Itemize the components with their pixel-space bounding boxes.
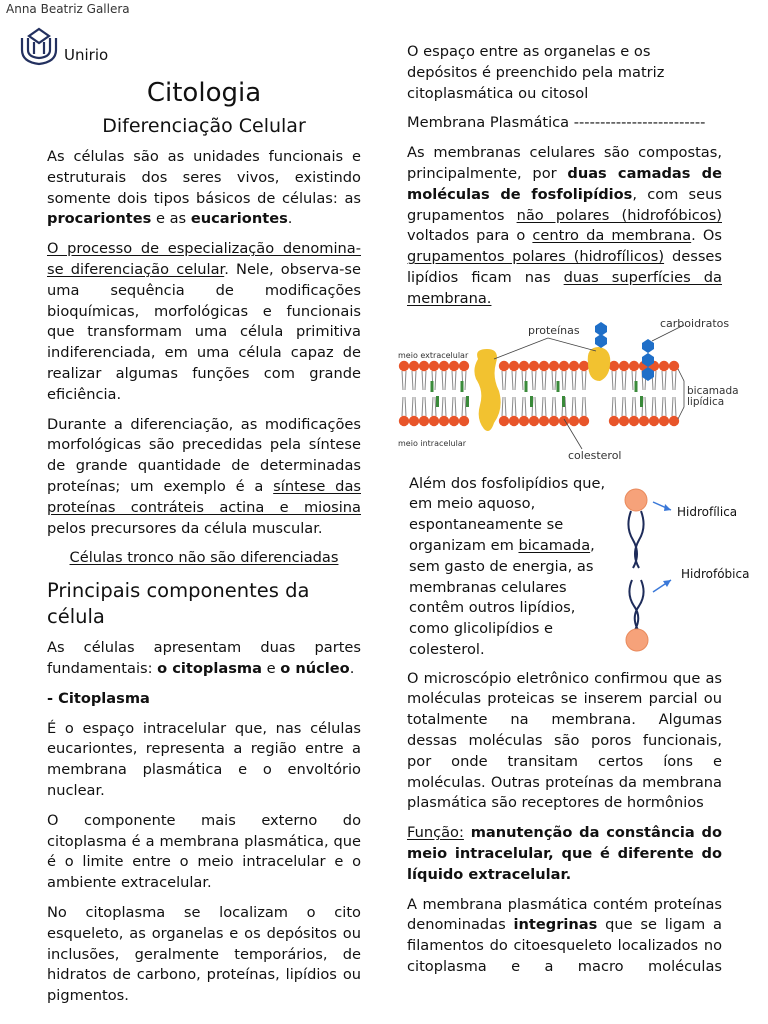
page-subtitle: Diferenciação Celular	[102, 115, 306, 137]
lipid-tail	[625, 371, 626, 390]
lipid-tail	[675, 371, 676, 390]
arrowhead-hidrofobica	[663, 580, 671, 587]
lipid-tail	[555, 371, 556, 390]
lipid-tail	[615, 397, 616, 416]
lipid-tail	[455, 397, 456, 416]
label-colesterol: colesterol	[568, 448, 622, 462]
lipid-tail	[655, 397, 656, 416]
lipid-tail	[425, 397, 426, 416]
cholesterol-mark	[466, 396, 469, 407]
lipid-tail	[535, 371, 536, 390]
lipid-tail	[412, 397, 413, 416]
lipid-tail	[565, 371, 566, 390]
phospholipid-head	[659, 360, 669, 370]
label-hidrofilica: Hidrofílica	[677, 504, 738, 519]
lipid-tail	[635, 397, 636, 416]
lipid-tail	[505, 397, 506, 416]
phospholipid-head	[429, 360, 439, 370]
hydrophilic-head	[625, 489, 647, 511]
lipid-tail	[465, 397, 466, 416]
lipid-tail	[405, 371, 406, 390]
label-carboidratos: carboidratos	[660, 316, 730, 330]
heading-membrana: Membrana Plasmática -------------------------	[407, 114, 706, 132]
lipid-tail	[552, 371, 553, 390]
phospholipid-head	[549, 360, 559, 370]
author-name: Anna Beatriz Gallera	[6, 2, 130, 16]
lipid-tail	[585, 397, 586, 416]
lipid-tail	[565, 397, 566, 416]
paragraph-intracellular: É o espaço intracelular que, nas células eucariontes, representa a região entre a membrana plasmática e o envoltório nuclear.	[47, 719, 361, 799]
lipid-tail	[442, 397, 443, 416]
cholesterol-mark	[461, 381, 464, 392]
lipid-tail	[522, 397, 523, 416]
lipid-tail	[515, 371, 516, 390]
lipid-tail	[632, 371, 633, 390]
lipid-tail	[655, 371, 656, 390]
lipid-tail	[545, 371, 546, 390]
lipid-tail	[612, 371, 613, 390]
lipid-tail	[622, 397, 623, 416]
phospholipid-head	[539, 415, 549, 425]
paragraph-cytoskeleton: No citoplasma se localizam o cito esqueleto, as organelas e os depósitos ou inclusões, geralmente temporários, de hidratos de carbono, proteínas, lipídios ou pigmentos.	[47, 903, 361, 1005]
lipid-tail	[572, 371, 573, 390]
unirio-logo	[19, 26, 59, 66]
stem-cell-note: Células tronco não são diferenciadas	[69, 549, 339, 567]
lipid-tail	[615, 371, 616, 390]
section-heading-components: Principais componentes da célula	[47, 579, 310, 629]
phospholipid-head	[609, 415, 619, 425]
lipid-tail	[522, 371, 523, 390]
phospholipid-head	[579, 415, 589, 425]
lipid-tail	[645, 397, 646, 416]
lipid-tail	[422, 371, 423, 390]
phospholipid-head	[579, 360, 589, 370]
label-meio-intracelular: meio intracelular	[398, 438, 467, 448]
phospholipid-head	[669, 360, 679, 370]
lipid-tail	[422, 397, 423, 416]
lipid-tail	[625, 397, 626, 416]
label-bicamada: bicamada lipídica	[687, 384, 739, 408]
right-column	[398, 42, 750, 987]
hydrophilic-head-bottom	[626, 629, 648, 651]
lipid-tail	[452, 371, 453, 390]
bilayer-bracket	[678, 369, 684, 419]
lipid-tail	[665, 371, 666, 390]
lipid-tail	[402, 371, 403, 390]
label-proteinas: proteínas	[528, 323, 580, 337]
cholesterol-mark	[436, 396, 439, 407]
phospholipid-head	[669, 415, 679, 425]
lipid-tail	[455, 371, 456, 390]
phospholipid-head	[659, 415, 669, 425]
lipid-tail	[662, 397, 663, 416]
phospholipid-head	[649, 415, 659, 425]
lipid-tail	[532, 371, 533, 390]
phospholipid-head	[399, 360, 409, 370]
lipid-tail	[675, 397, 676, 416]
phospholipid-molecule-diagram	[615, 482, 765, 652]
lipid-tail	[402, 397, 403, 416]
cholesterol-mark	[525, 381, 528, 392]
lipid-tail	[502, 397, 503, 416]
carbohydrate-hexagon	[595, 322, 607, 336]
phospholipid-head	[629, 360, 639, 370]
lipid-tail	[445, 371, 446, 390]
phospholipid-head	[419, 360, 429, 370]
lipid-tail	[562, 371, 563, 390]
phospholipid-head	[509, 360, 519, 370]
paragraph-bicamada: Além dos fosfolipídios que, em meio aquoso, espontaneamente se organizam em bicamada, sem gasto de energia, as membranas celulares contêm outros lipídios, como glicolipídios e colesterol.	[409, 474, 606, 658]
lipid-tail	[525, 397, 526, 416]
transmembrane-protein	[474, 349, 500, 431]
paragraph-cells: As células são as unidades funcionais e estruturais dos seres vivos, existindo somente dois tipos básicos de células: as procariontes e as eucariontes.	[47, 148, 361, 228]
lipid-tail	[425, 371, 426, 390]
phospholipid-head	[439, 360, 449, 370]
paragraph-membrane-composition: As membranas celulares são compostas, principalmente, por duas camadas de moléculas de fosfolipídios, com seus grupamentos não polares (hidrofóbicos) voltados para o centro da membrana. Os grupamentos polares (hidrofílicos) desses lipídios ficam nas duas superfícies da membrana.	[407, 144, 722, 307]
phospholipid-head	[409, 360, 419, 370]
phospholipid-head	[429, 415, 439, 425]
lipid-tail	[415, 397, 416, 416]
lipid-tail	[575, 371, 576, 390]
phospholipid-head	[609, 360, 619, 370]
lipid-tail	[665, 397, 666, 416]
paragraph-parts: As células apresentam duas partes fundamentais: o citoplasma e o núcleo.	[47, 639, 361, 677]
lipid-tail	[505, 371, 506, 390]
lipid-tail	[582, 397, 583, 416]
label-hidrofobica: Hidrofóbica	[681, 566, 750, 581]
lipid-tail	[672, 397, 673, 416]
page-title: Citologia	[146, 78, 262, 108]
phospholipid-head	[519, 415, 529, 425]
lipid-tail	[462, 397, 463, 416]
membrane-diagram	[398, 316, 743, 464]
phospholipid-section	[407, 474, 750, 669]
phospholipid-head	[549, 415, 559, 425]
pointer-line	[494, 338, 548, 359]
lipid-tail	[515, 397, 516, 416]
lipid-tail	[542, 371, 543, 390]
phospholipid-head	[499, 415, 509, 425]
phospholipid-head	[569, 360, 579, 370]
cholesterol-mark	[640, 396, 643, 407]
lipid-tail	[452, 397, 453, 416]
lipid-tail	[585, 371, 586, 390]
lipid-tail	[572, 397, 573, 416]
lipid-tail	[662, 371, 663, 390]
phospholipid-head	[449, 360, 459, 370]
lipid-tail	[435, 397, 436, 416]
paragraph-membrane-limit: O componente mais externo do citoplasma é a membrana plasmática, que é o limite entre o meio intracelular e o ambiente extracelular.	[47, 811, 361, 892]
phospholipid-head	[509, 415, 519, 425]
lipid-tail	[575, 397, 576, 416]
lipid-tail	[512, 371, 513, 390]
lipid-tail	[552, 397, 553, 416]
carbohydrate-hexagon	[595, 334, 607, 348]
upper-tail-right	[635, 511, 644, 568]
lipid-tail	[612, 397, 613, 416]
lipid-tail	[622, 371, 623, 390]
phospholipid-head	[439, 415, 449, 425]
lower-tail-right	[635, 580, 644, 630]
paragraph-function: Função: manutenção da constância do meio intracelular, que é diferente do líquido extracelular.	[407, 824, 722, 883]
paragraph-differentiation: O processo de especialização denomina-se diferenciação celular. Nele, observa-se uma sequência de modificações bioquímicas, morfológicas e funcionais que transformam uma célula primitiva indiferenciada, em uma célula capaz de realizar algumas funções com grande eficiência.	[47, 240, 361, 403]
lipid-tail	[415, 371, 416, 390]
phospholipid-head	[619, 415, 629, 425]
lipid-tail	[435, 371, 436, 390]
pointer-line	[548, 338, 596, 351]
phospholipid-head	[529, 360, 539, 370]
phospholipid-head	[539, 360, 549, 370]
university-name: Unirio	[64, 46, 109, 64]
left-column	[47, 76, 361, 1016]
label-meio-extracelular: meio extracelular	[398, 350, 469, 360]
lipid-tail	[535, 397, 536, 416]
lipid-tail	[442, 371, 443, 390]
arrowhead-hidrofilica	[664, 504, 671, 511]
lipid-tail	[672, 371, 673, 390]
paragraph-integrins: A membrana plasmática contém proteínas denominadas integrinas que se ligam a filamentos do citoesqueleto localizados no citoplasma e a macro moléculas	[407, 895, 722, 975]
section-citoplasma: - Citoplasma	[47, 689, 150, 707]
phospholipid-head	[419, 415, 429, 425]
phospholipid-head	[559, 360, 569, 370]
phospholipid-head	[499, 360, 509, 370]
phospholipid-head	[409, 415, 419, 425]
lipid-tail	[405, 397, 406, 416]
lipid-tail	[465, 371, 466, 390]
phospholipid-head	[619, 360, 629, 370]
lipid-tail	[432, 397, 433, 416]
cholesterol-mark	[557, 381, 560, 392]
phospholipid-head	[459, 415, 469, 425]
phospholipid-head	[399, 415, 409, 425]
lipid-tail	[502, 371, 503, 390]
phospholipid-head	[629, 415, 639, 425]
cholesterol-mark	[530, 396, 533, 407]
lipid-tail	[555, 397, 556, 416]
cholesterol-mark	[635, 381, 638, 392]
lipid-tail	[412, 371, 413, 390]
paragraph-citosol: O espaço entre as organelas e os depósitos é preenchido pela matriz citoplasmática ou citosol	[407, 43, 665, 102]
paragraph-microscope: O microscópio eletrônico confirmou que as moléculas proteicas se inserem parcial ou totalmente na membrana. Algumas dessas moléculas são poros funcionais, por onde transitam certos íons e moléculas. Outras proteínas da membrana plasmática são receptores de hormônios	[407, 669, 722, 812]
phospholipid-head	[459, 360, 469, 370]
cholesterol-mark	[431, 381, 434, 392]
lipid-tail	[632, 397, 633, 416]
lipid-tail	[652, 397, 653, 416]
phospholipid-head	[639, 415, 649, 425]
phospholipid-head	[449, 415, 459, 425]
phospholipid-head	[569, 415, 579, 425]
phospholipid-head	[529, 415, 539, 425]
lipid-tail	[445, 397, 446, 416]
phospholipid-head	[519, 360, 529, 370]
peripheral-protein	[588, 347, 611, 381]
lipid-tail	[582, 371, 583, 390]
lipid-tail	[512, 397, 513, 416]
lipid-tail	[542, 397, 543, 416]
lower-tail-left	[629, 580, 638, 630]
cholesterol-mark	[562, 396, 565, 407]
paragraph-proteins: Durante a diferenciação, as modificações morfológicas são precedidas pela síntese de grande quantidade de determinadas proteínas; um exemplo é a síntese das proteínas contráteis actina e miosina pelos precursores da célula muscular.	[47, 415, 361, 537]
lipid-tail	[545, 397, 546, 416]
